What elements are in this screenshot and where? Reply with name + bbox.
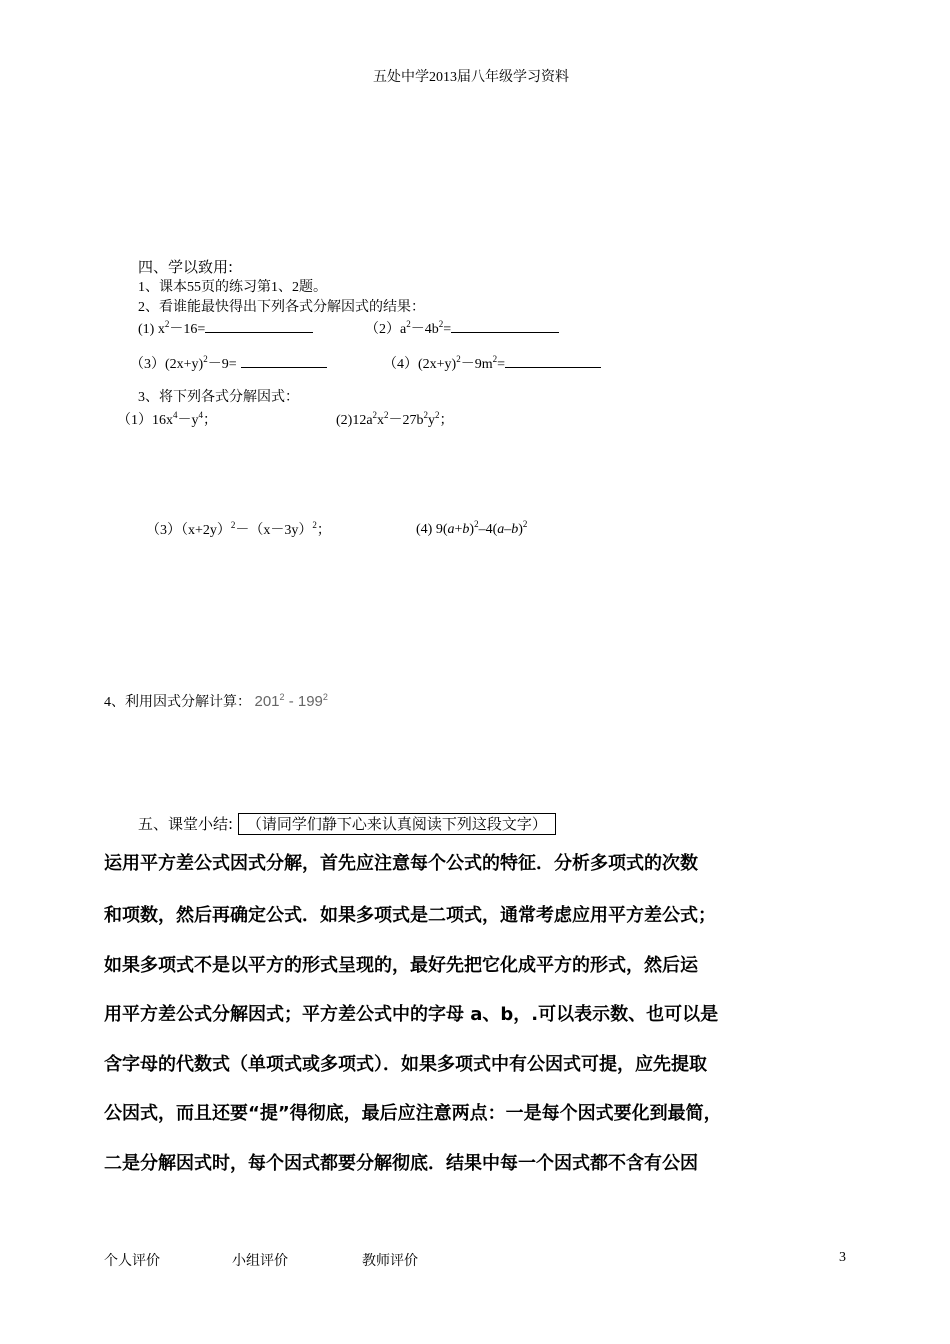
section5-heading: 五、课堂小结: （请同学们静下心来认真阅读下列这段文字） [138, 813, 556, 834]
question-4: 4、利用因式分解计算： $201^2 - 199^2$ [104, 692, 328, 710]
question-1: 1、课本55页的练习第1、2题。 [138, 280, 327, 295]
page-number: 3 [839, 1250, 846, 1265]
q3-item-2: $(2)12a^2x^2-27b^2y^2$； [336, 410, 454, 428]
section4-heading: 四、学以致用: [138, 258, 234, 276]
summary-line-6: 公因式，而且还要“提”得彻底，最后应注意两点：一是每个因式要化到最简， [104, 1103, 722, 1124]
question-2: 2、看谁能最快得出下列各式分解因式的结果： [138, 300, 425, 315]
q2-item-3: $(3)(2x+y)^2-9=$ [130, 353, 327, 373]
q2-item-4: $(4)(2x+y)^2-9m^2=$ [383, 353, 601, 373]
footer-group-eval: 小组评价 [232, 1254, 288, 1269]
q3-item-3: $(3)(x+2y)^2-(x-3y)^2$； [146, 520, 331, 538]
q3-item-4: (4) $9(a+b)^2-4(a-b)^2$ [416, 519, 528, 537]
page-header: 五处中学2013届八年级学习资料 [373, 70, 569, 85]
q2-item-1: (1) $x^2-16=$ [138, 318, 313, 338]
footer-teacher-eval: 教师评价 [362, 1254, 418, 1269]
summary-line-5: 含字母的代数式（单项式或多项式）．如果多项式中有公因式可提，应先提取 [104, 1054, 707, 1075]
summary-line-2: 和项数，然后再确定公式．如果多项式是二项式，通常考虑应用平方差公式； [104, 905, 716, 926]
q2-item-2: $(2)a^2-4b^2=$ [365, 318, 559, 338]
answer-blank[interactable] [505, 353, 601, 368]
footer-personal-eval: 个人评价 [104, 1254, 160, 1269]
q3-item-1: $(1)16x^4-y^4$； [117, 410, 217, 428]
summary-line-3: 如果多项式不是以平方的形式呈现的，最好先把它化成平方的形式，然后运 [104, 955, 698, 976]
summary-line-4: 用平方差公式分解因式；平方差公式中的字母 a、b，.可以表示数、也可以是 [104, 1004, 719, 1025]
question-3: 3、将下列各式分解因式： [138, 390, 299, 405]
summary-line-7: 二是分解因式时，每个因式都要分解彻底．结果中每一个因式都不含有公因 [104, 1153, 698, 1174]
boxed-note: （请同学们静下心来认真阅读下列这段文字） [238, 813, 556, 835]
summary-line-1: 运用平方差公式因式分解，首先应注意每个公式的特征．分析多项式的次数 [104, 853, 698, 874]
answer-blank[interactable] [451, 318, 559, 333]
q4-expression: $201^2 - 199^2$ [254, 692, 328, 710]
answer-blank[interactable] [241, 353, 327, 368]
answer-blank[interactable] [205, 318, 313, 333]
